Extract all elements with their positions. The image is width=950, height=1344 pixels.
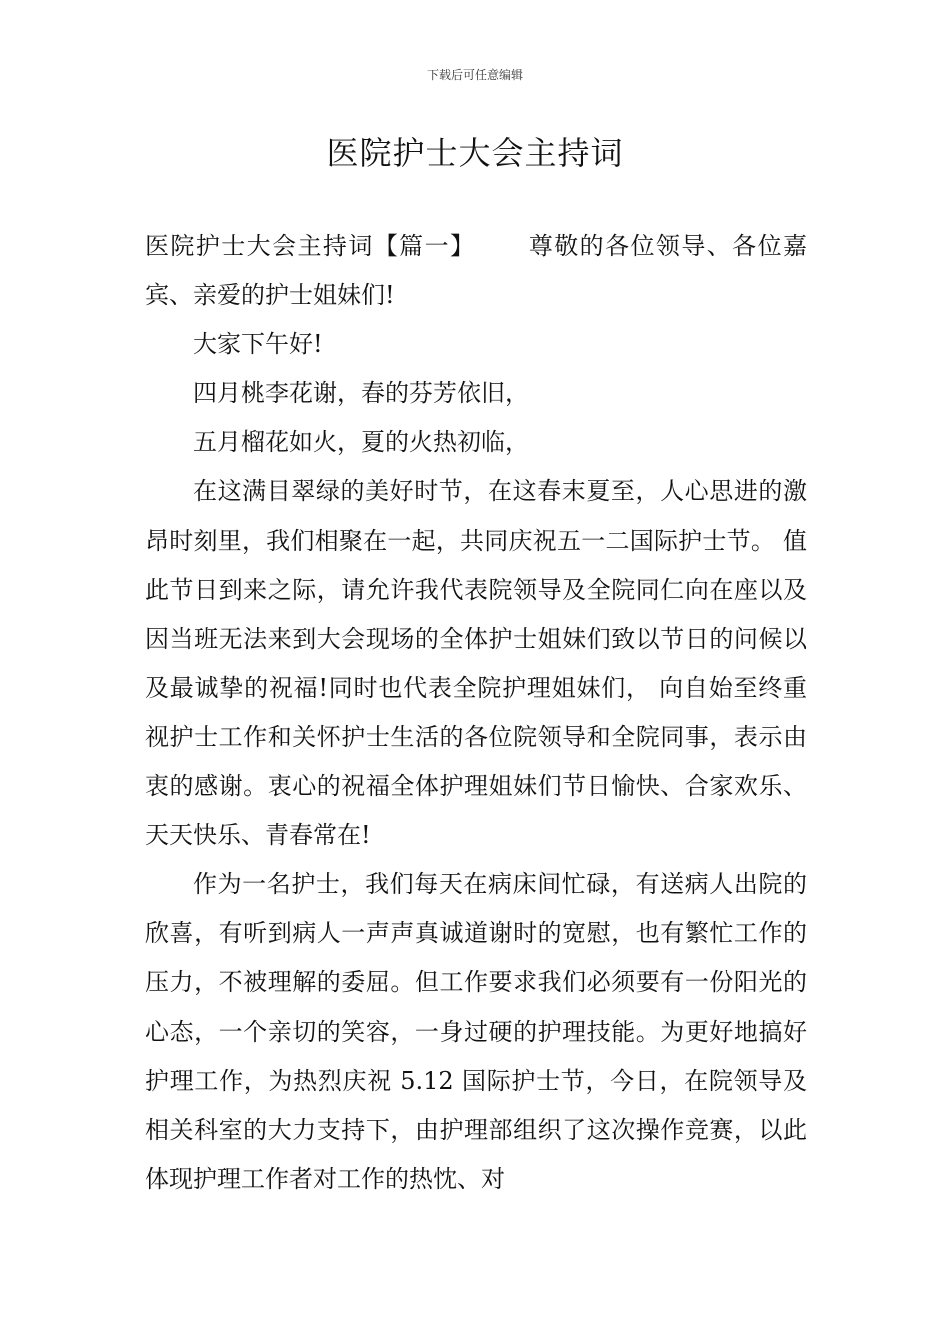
document-title: 医院护士大会主持词 — [326, 134, 624, 172]
paragraph-opening — [145, 222, 807, 320]
salutation-text: 尊敬的各位领导、各位嘉宾、亲爱的护士姐妹们! — [145, 232, 808, 310]
header-note: 下载后可任意编辑 — [426, 68, 523, 82]
paragraph-nurse-work: 作为一名护士，我们每天在病床间忙碌，有送病人出院的欣喜，有听到病人一声声真诚道谢时的宽慰，也有繁忙工作的压力，不被理解的委屈。但工作要求我们必须要有一份阳光的心态，一个亲切的笑容，一身过硬的护理技能。为更好地搞好护理工作，为热烈庆祝 5.12 国际护士节，今日，在院领导及相关科室的大力支持下，由护理部组织了这次操作竞赛，以此体现护理工作者对工作的热忱、对 — [145, 870, 807, 1193]
section-heading: 医院护士大会主持词【篇一】 — [145, 232, 476, 260]
paragraph-greeting: 大家下午好! — [193, 330, 323, 359]
paragraph-verse-april: 四月桃李花谢，春的芬芳依旧， — [193, 379, 529, 408]
document-body — [145, 222, 807, 1204]
paragraph-celebration: 在这满目翠绿的美好时节，在这春末夏至，人心思进的激昂时刻里，我们相聚在一起，共同庆祝五一二国际护士节。 值此节日到来之际，请允许我代表院领导及全院同仁向在座以及因当班无法来到大会现场的全体护士姐妹们致以节日的问候以及最诚挚的祝福!同时也代表全院护理姐妹们， 向自始至终重视护士工作和关怀护士生活的各位院领导和全院同事，表示由衷的感谢。衷心的祝福全体护理姐妹们节日愉快、合家欢乐、天天快乐、青春常在! — [145, 477, 807, 850]
paragraph-verse-may: 五月榴花如火，夏的火热初临， — [193, 428, 529, 457]
